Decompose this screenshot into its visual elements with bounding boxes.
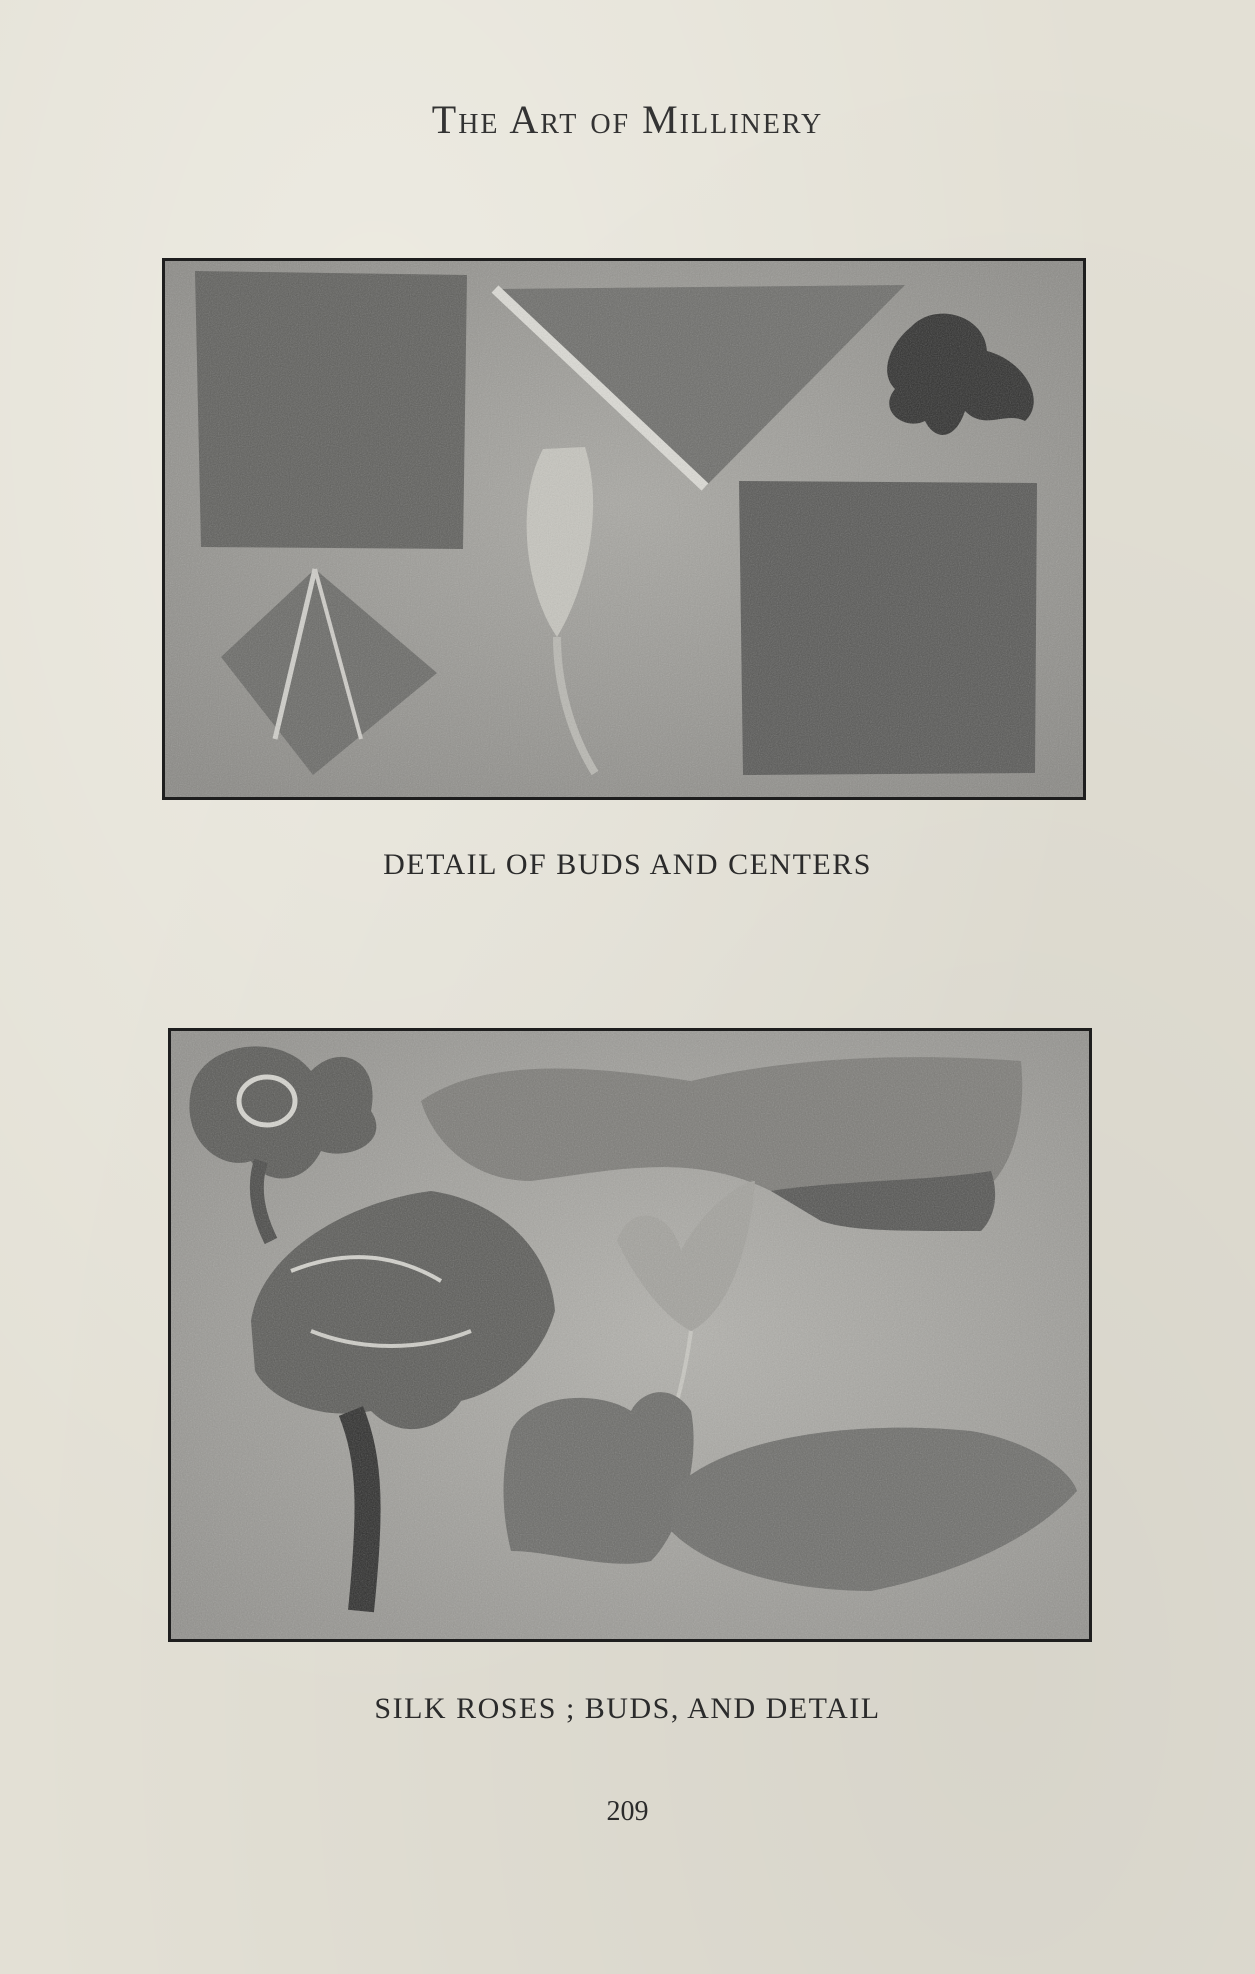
page-number: 209: [606, 1796, 649, 1827]
figure-plate-silk-roses: [168, 1028, 1092, 1642]
running-head: The Art of Millinery: [431, 97, 824, 142]
halftone-photo-buds-and-centers: [165, 261, 1083, 797]
figure-caption-1: DETAIL OF BUDS AND CENTERS: [383, 848, 872, 881]
figure-caption-2: SILK ROSES ; BUDS, AND DETAIL: [374, 1692, 881, 1725]
halftone-photo-silk-roses: [171, 1031, 1089, 1639]
figure-plate-buds-and-centers: [162, 258, 1086, 800]
